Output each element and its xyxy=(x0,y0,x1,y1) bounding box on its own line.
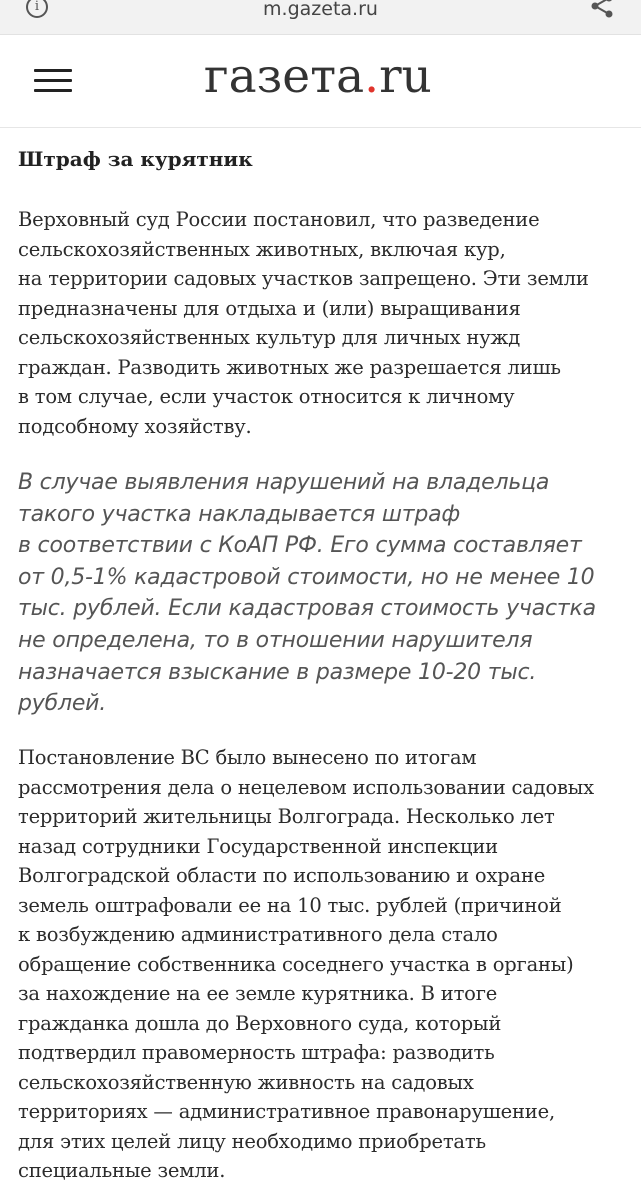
quote-line: тыс. рублей. Если кадастровая стоимость участка xyxy=(18,596,596,622)
article-subheadline: Штраф за курятник xyxy=(18,147,253,171)
text-line: предназначены для отдыха и (или) выращивания xyxy=(18,296,521,320)
url-text[interactable]: m.gazeta.ru xyxy=(263,0,378,20)
text-line: подсобному хозяйству. xyxy=(18,414,252,438)
text-line: в том случае, если участок относится к личному xyxy=(18,385,515,408)
quote-line: такого участка накладывается штраф xyxy=(18,501,461,527)
text-line: подтвердил правомерность штрафа: разводить xyxy=(18,1041,495,1064)
info-icon[interactable]: i xyxy=(26,0,48,18)
text-line: территориях — административное правонарушение, xyxy=(18,1100,555,1123)
site-header xyxy=(0,35,641,128)
logo-dot: . xyxy=(364,49,380,104)
quote-line: от 0,5-1% кадастровой стоимости, но не менее 10 xyxy=(18,564,595,590)
article-body xyxy=(18,143,628,1182)
text-line: граждан. Разводить животных же разрешается лишь xyxy=(18,355,561,379)
share-icon[interactable] xyxy=(589,0,615,18)
text-line: к возбуждению административного дела стало xyxy=(18,923,498,946)
article-paragraph-1 xyxy=(18,205,589,441)
text-line: Верховный суд России постановил, что разведение xyxy=(18,208,540,231)
text-line: гражданка дошла до Верховного суда, который xyxy=(18,1011,502,1035)
text-line: Волгоградской области по использованию и охране xyxy=(18,864,546,887)
text-line: Постановление ВС было вынесено по итогам xyxy=(18,746,477,769)
site-logo[interactable] xyxy=(204,49,432,104)
text-line: сельскохозяйственных животных, включая кур, xyxy=(18,237,506,261)
text-line: назад сотрудники Государственной инспекции xyxy=(18,834,498,858)
quote-line: в соответствии с КоАП РФ. Его сумма составляет xyxy=(18,533,582,559)
logo-tld: ru xyxy=(379,49,432,104)
text-line: на территории садовых участков запрещено. Эти земли xyxy=(18,267,589,290)
browser-url-bar[interactable] xyxy=(0,0,641,35)
text-line: специальные земли. xyxy=(18,1159,226,1182)
text-line: рассмотрения дела о нецелевом использовании садовых xyxy=(18,775,594,799)
text-line: обращение собственника соседнего участка в органы) xyxy=(18,952,574,976)
article-paragraph-2 xyxy=(18,743,594,1186)
text-line: территорий жительницы Волгограда. Несколько лет xyxy=(18,805,555,828)
logo-main: газета xyxy=(204,49,365,104)
quote-line: не определена, то в отношении нарушителя xyxy=(18,627,533,653)
text-line: земель оштрафовали ее на 10 тыс. рублей (причиной xyxy=(18,893,562,917)
text-line: сельскохозяйственную живность на садовых xyxy=(18,1070,474,1094)
text-line: сельскохозяйственных культур для личных нужд xyxy=(18,326,521,349)
quote-line: В случае выявления нарушений на владельца xyxy=(18,470,550,495)
article-quote xyxy=(18,467,596,720)
hamburger-menu-icon[interactable] xyxy=(34,69,72,97)
quote-line: назначается взыскание в размере 10-20 тыс. xyxy=(18,659,537,685)
text-line: для этих целей лицу необходимо приобретать xyxy=(18,1129,486,1153)
text-line: за нахождение на ее земле курятника. В итоге xyxy=(18,982,498,1005)
quote-line: рублей. xyxy=(18,691,107,717)
